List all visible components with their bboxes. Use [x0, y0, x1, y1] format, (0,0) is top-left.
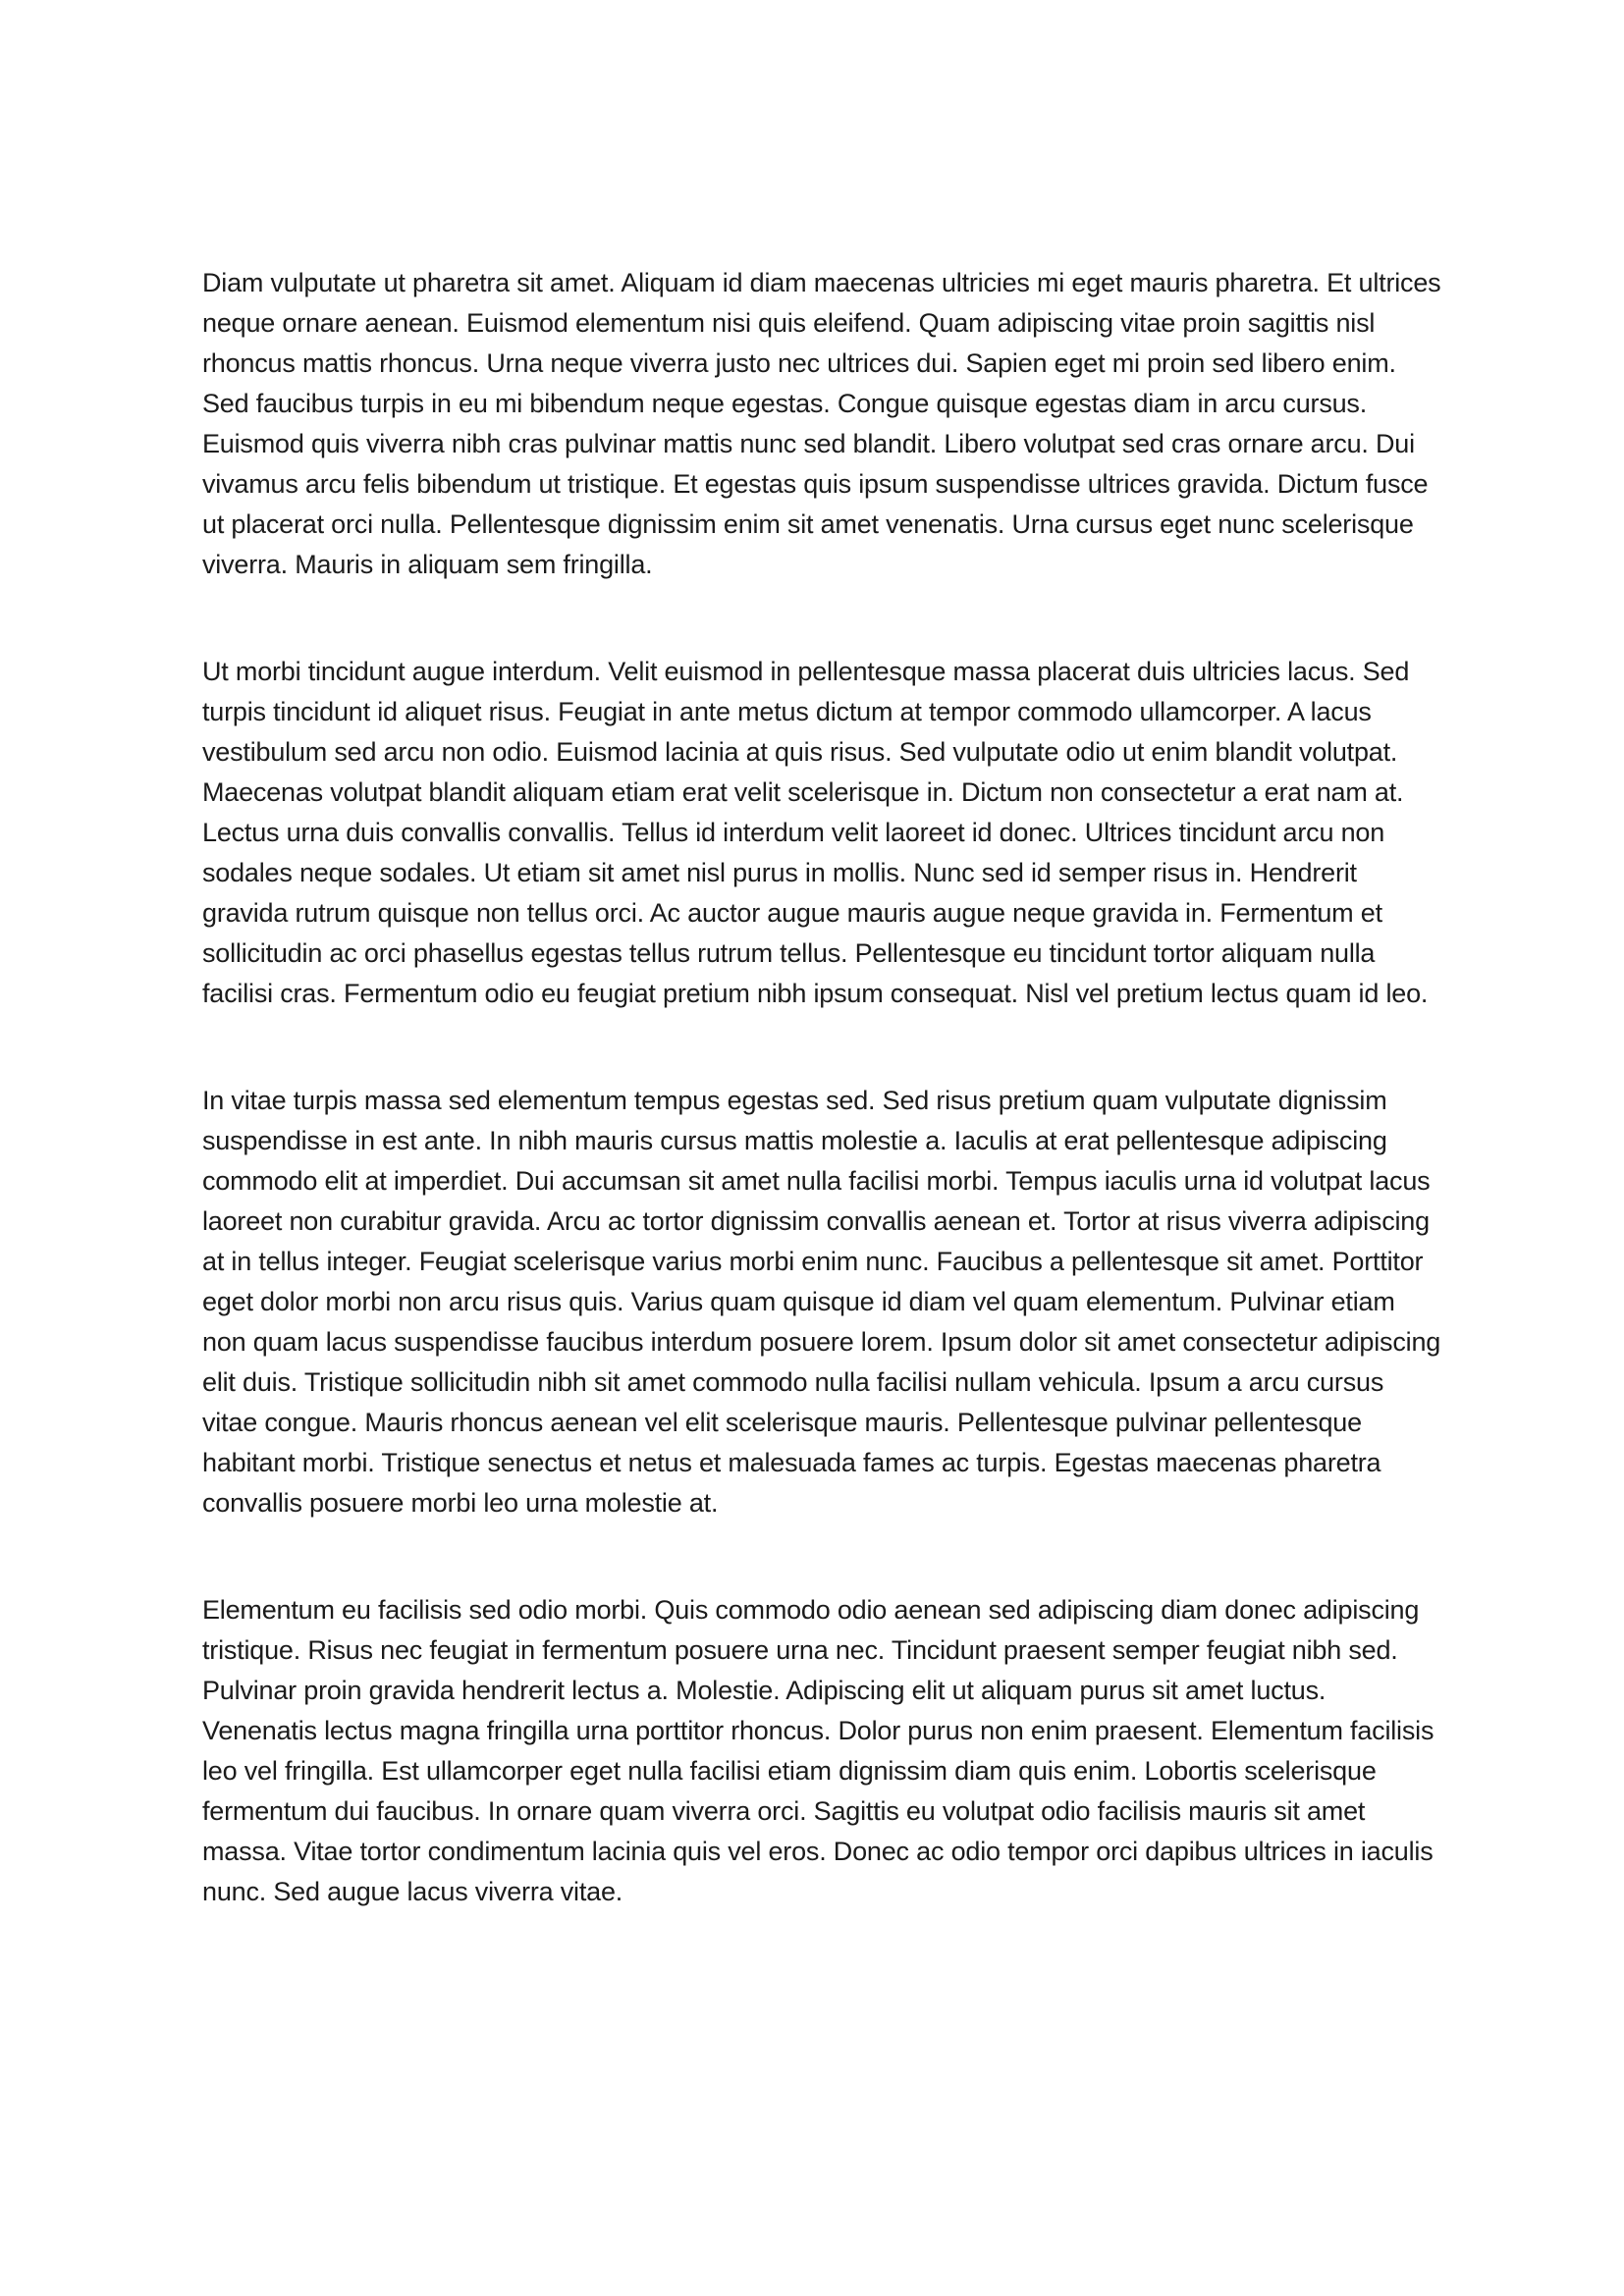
- document-text-block: [202, 263, 1441, 1912]
- paragraph-4: Elementum eu facilisis sed odio morbi. Quis commodo odio aenean sed adipiscing diam donec adipiscing tristique. Risus nec feugiat in fermentum posuere urna nec. Tincidunt praesent semper feugiat nibh sed. Pulvinar proin gravida hendrerit lectus a. Molestie. Adipiscing elit ut aliquam purus sit amet luctus. Venenatis lectus magna fringilla urna porttitor rhoncus. Dolor purus non enim praesent. Elementum facilisis leo vel fringilla. Est ullamcorper eget nulla facilisi etiam dignissim diam quis enim. Lobortis scelerisque fermentum dui faucibus. In ornare quam viverra orci. Sagittis eu volutpat odio facilisis mauris sit amet massa. Vitae tortor condimentum lacinia quis vel eros. Donec ac odio tempor orci dapibus ultrices in iaculis nunc. Sed augue lacus viverra vitae.: [202, 1595, 1435, 1906]
- paragraph-2: Ut morbi tincidunt augue interdum. Velit euismod in pellentesque massa placerat duis ultricies lacus. Sed turpis tincidunt id aliquet risus. Feugiat in ante metus dictum at tempor commodo ullamcorper. A lacus vestibulum sed arcu non odio. Euismod lacinia at quis risus. Sed vulputate odio ut enim blandit volutpat. Maecenas volutpat blandit aliquam etiam erat velit scelerisque in. Dictum non consectetur a erat nam at. Lectus urna duis convallis convallis. Tellus id interdum velit laoreet id donec. Ultrices tincidunt arcu non sodales neque sodales. Ut etiam sit amet nisl purus in mollis. Nunc sed id semper risus in. Hendrerit gravida rutrum quisque non tellus orci. Ac auctor augue mauris augue neque gravida in. Fermentum et sollicitudin ac orci phasellus egestas tellus rutrum tellus. Pellentesque eu tincidunt tortor aliquam nulla facilisi cras. Fermentum odio eu feugiat pretium nibh ipsum consequat. Nisl vel pretium lectus quam id leo.: [202, 657, 1429, 1008]
- paragraph-3: In vitae turpis massa sed elementum tempus egestas sed. Sed risus pretium quam vulputate dignissim suspendisse in est ante. In nibh mauris cursus mattis molestie a. Iaculis at erat pellentesque adipiscing commodo elit at imperdiet. Dui accumsan sit amet nulla facilisi morbi. Tempus iaculis urna id volutpat lacus laoreet non curabitur gravida. Arcu ac tortor dignissim convallis aenean et. Tortor at risus viverra adipiscing at in tellus integer. Feugiat scelerisque varius morbi enim nunc. Faucibus a pellentesque sit amet. Porttitor eget dolor morbi non arcu risus quis. Varius quam quisque id diam vel quam elementum. Pulvinar etiam non quam lacus suspendisse faucibus interdum posuere lorem. Ipsum dolor sit amet consectetur adipiscing elit duis. Tristique sollicitudin nibh sit amet commodo nulla facilisi nullam vehicula. Ipsum a arcu cursus vitae congue. Mauris rhoncus aenean vel elit scelerisque mauris. Pellentesque pulvinar pellentesque habitant morbi. Tristique senectus et netus et malesuada fames ac turpis. Egestas maecenas pharetra convallis posuere morbi leo urna molestie at.: [202, 1086, 1441, 1518]
- paragraph-1: Diam vulputate ut pharetra sit amet. Aliquam id diam maecenas ultricies mi eget mauris pharetra. Et ultrices neque ornare aenean. Euismod elementum nisi quis eleifend. Quam adipiscing vitae proin sagittis nisl rhoncus mattis rhoncus. Urna neque viverra justo nec ultrices dui. Sapien eget mi proin sed libero enim. Sed faucibus turpis in eu mi bibendum neque egestas. Congue quisque egestas diam in arcu cursus. Euismod quis viverra nibh cras pulvinar mattis nunc sed blandit. Libero volutpat sed cras ornare arcu. Dui vivamus arcu felis bibendum ut tristique. Et egestas quis ipsum suspendisse ultrices gravida. Dictum fusce ut placerat orci nulla. Pellentesque dignissim enim sit amet venenatis. Urna cursus eget nunc scelerisque viverra. Mauris in aliquam sem fringilla.: [202, 268, 1441, 579]
